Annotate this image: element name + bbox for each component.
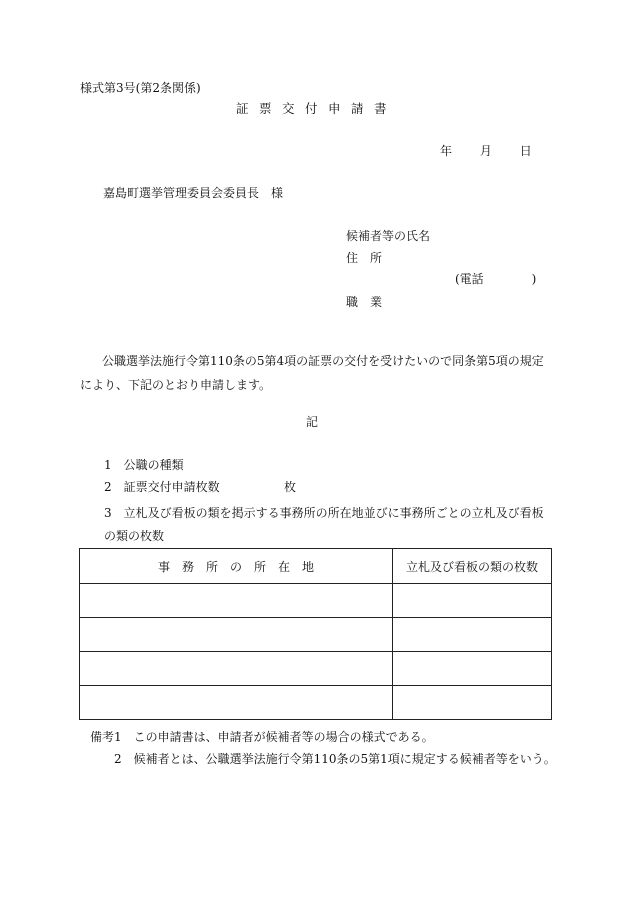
table-row [80, 618, 552, 652]
office-location-cell[interactable] [80, 686, 393, 720]
ki-heading: 記 [306, 415, 319, 429]
table-row [80, 652, 552, 686]
table-row [80, 584, 552, 618]
item-public-office-type: 1 公職の種類 [104, 458, 184, 472]
applicant-name-label: 候補者等の氏名 [346, 229, 431, 243]
applicant-address-label: 住 所 [346, 251, 383, 265]
date-month: 月 [479, 144, 492, 158]
office-location-cell[interactable] [80, 618, 393, 652]
date-year: 年 [440, 144, 453, 158]
office-table-header [80, 549, 552, 584]
remark-2: 2 候補者とは、公職選挙法施行令第110条の5第1項に規定する候補者等をいう。 [114, 752, 556, 766]
item-count-unit: 枚 [284, 480, 297, 494]
sign-count-cell[interactable] [393, 652, 552, 686]
document-title: 証票交付申請書 [236, 101, 398, 116]
table-row [80, 686, 552, 720]
header-office-location: 事 務 所 の 所 在 地 [80, 549, 393, 584]
applicant-phone-label: (電話 ) [455, 272, 537, 286]
sign-count-cell[interactable] [393, 584, 552, 618]
application-statement: 公職選挙法施行令第110条の5第4項の証票の交付を受けたいので同条第5項の規定により、下記のとおり申請します。 [80, 354, 544, 392]
addressee: 嘉島町選挙管理委員会委員長 様 [103, 186, 284, 200]
date-line [440, 145, 532, 157]
item-requested-count: 2 証票交付申請枚数 [104, 480, 220, 494]
item-office-locations: 3 立札及び看板の類を掲示する事務所の所在地並びに事務所ごとの立札及び看板の類の枚数 [104, 506, 544, 543]
form-number: 様式第3号(第2条関係) [80, 81, 201, 95]
office-location-cell[interactable] [80, 652, 393, 686]
office-table [79, 548, 552, 720]
applicant-occupation-label: 職 業 [346, 295, 383, 309]
sign-count-cell[interactable] [393, 686, 552, 720]
header-sign-count: 立札及び看板の類の枚数 [393, 549, 552, 584]
office-location-cell[interactable] [80, 584, 393, 618]
date-day: 日 [519, 144, 532, 158]
remark-1: 備考1 この申請書は、申請者が候補者等の場合の様式である。 [90, 730, 434, 744]
sign-count-cell[interactable] [393, 618, 552, 652]
